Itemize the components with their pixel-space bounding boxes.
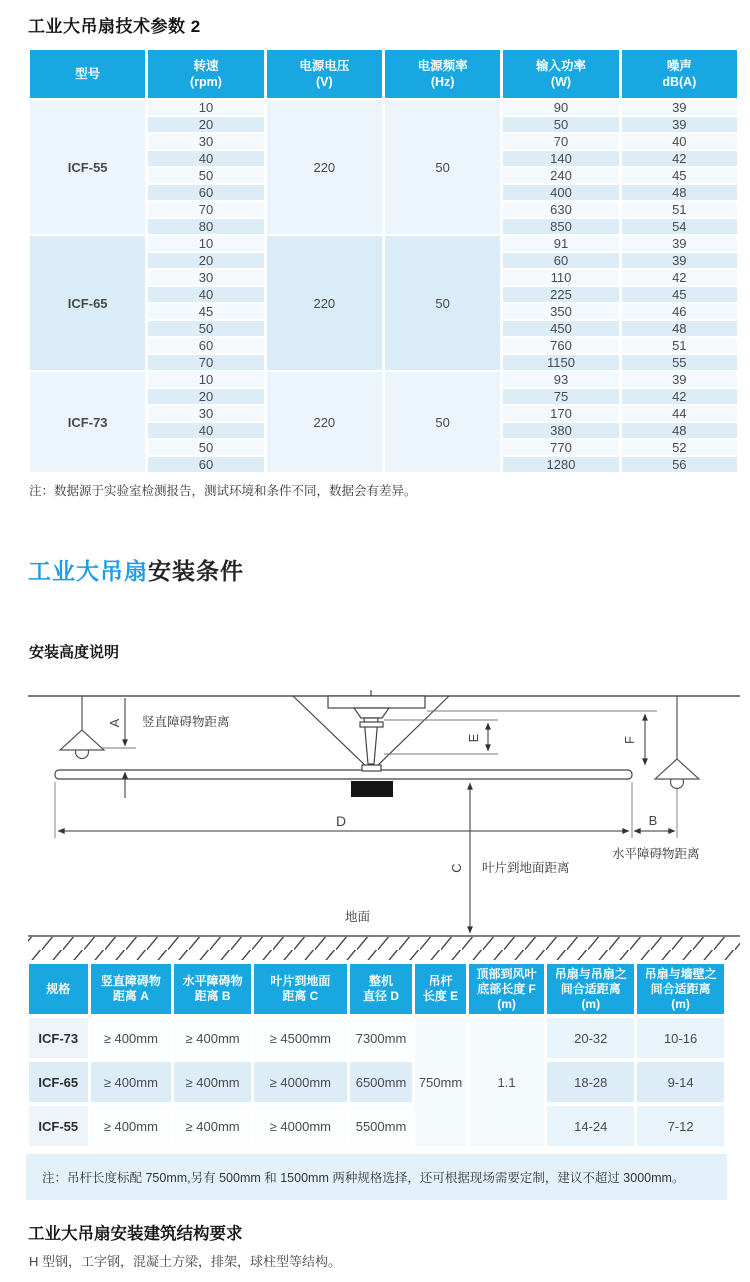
- power-cell: 110: [503, 270, 618, 285]
- right-hanging-lamp-icon: [655, 696, 699, 789]
- top-to-blade-cell: 1.1: [469, 1018, 545, 1146]
- install-section-title-rest: 安装条件: [148, 558, 244, 584]
- vertical-obstacle-label: 竖直障碍物距离: [142, 715, 230, 729]
- power-cell: 760: [503, 338, 618, 353]
- noise-cell: 56: [622, 457, 737, 472]
- rpm-cell: 10: [148, 100, 263, 115]
- dim-a-label: A: [107, 718, 122, 728]
- power-cell: 75: [503, 389, 618, 404]
- install-cond-col-header-7: 吊扇与吊扇之 间合适距离 (m): [547, 964, 634, 1014]
- install-cond-col-header-4: 整机 直径 D: [350, 964, 413, 1014]
- installation-diagram: [0, 686, 750, 960]
- tech-params-table: [27, 48, 740, 474]
- noise-cell: 48: [622, 423, 737, 438]
- rpm-cell: 20: [148, 389, 263, 404]
- tech-params-col-header-2: 电源电压 (V): [267, 50, 382, 98]
- spec-cell: ICF-73: [29, 1018, 88, 1058]
- vert-obstacle-cell: ≥ 400mm: [91, 1018, 172, 1058]
- blade-ground-cell: ≥ 4000mm: [254, 1106, 347, 1146]
- structure-requirements-title: 工业大吊扇安装建筑结构要求: [28, 1225, 243, 1243]
- power-cell: 630: [503, 202, 618, 217]
- horiz-obstacle-cell: ≥ 400mm: [174, 1106, 251, 1146]
- noise-cell: 46: [622, 304, 737, 319]
- fan-blades: [55, 770, 632, 779]
- power-cell: 450: [503, 321, 618, 336]
- frequency-cell: 50: [385, 100, 500, 234]
- power-cell: 850: [503, 219, 618, 234]
- rpm-cell: 30: [148, 270, 263, 285]
- noise-cell: 42: [622, 270, 737, 285]
- install-conditions-table-body: [29, 1018, 724, 1146]
- fan-to-fan-cell: 20-32: [547, 1018, 634, 1058]
- rpm-cell: 30: [148, 134, 263, 149]
- tech-params-table-body: [30, 100, 737, 472]
- noise-cell: 42: [622, 389, 737, 404]
- install-height-heading: 安装高度说明: [29, 644, 120, 661]
- noise-cell: 48: [622, 185, 737, 200]
- noise-cell: 42: [622, 151, 737, 166]
- tech-params-table-header: [30, 50, 737, 98]
- left-hanging-lamp-icon: [60, 696, 104, 759]
- power-cell: 91: [503, 236, 618, 251]
- install-section-title: [28, 553, 750, 586]
- tech-params-col-header-5: 噪声 dB(A): [622, 50, 737, 98]
- spec-document-page: [0, 12, 750, 1270]
- power-cell: 1280: [503, 457, 618, 472]
- noise-cell: 44: [622, 406, 737, 421]
- rpm-cell: 70: [148, 355, 263, 370]
- rpm-cell: 30: [148, 406, 263, 421]
- model-cell: ICF-55: [30, 100, 145, 234]
- tech-params-col-header-0: 型号: [30, 50, 145, 98]
- dim-e-label: E: [466, 733, 481, 743]
- install-cond-row-ICF-73: [29, 1018, 724, 1058]
- noise-cell: 40: [622, 134, 737, 149]
- power-cell: 400: [503, 185, 618, 200]
- horiz-obstacle-cell: ≥ 400mm: [174, 1018, 251, 1058]
- install-conditions-note: 注：吊杆长度标配 750mm,另有 500mm 和 1500mm 两种规格选择，还可根据现场需要定制，建议不超过 3000mm。: [26, 1154, 727, 1200]
- power-cell: 1150: [503, 355, 618, 370]
- voltage-cell: 220: [267, 372, 382, 472]
- noise-cell: 39: [622, 100, 737, 115]
- fan-to-fan-cell: 14-24: [547, 1106, 634, 1146]
- install-cond-col-header-2: 水平障碍物 距离 B: [174, 964, 251, 1014]
- power-cell: 60: [503, 253, 618, 268]
- install-cond-row-ICF-55: [29, 1106, 724, 1146]
- rpm-cell: 50: [148, 168, 263, 183]
- noise-cell: 45: [622, 287, 737, 302]
- rpm-cell: 60: [148, 457, 263, 472]
- power-cell: 770: [503, 440, 618, 455]
- power-cell: 170: [503, 406, 618, 421]
- power-cell: 225: [503, 287, 618, 302]
- tech-params-col-header-3: 电源频率 (Hz): [385, 50, 500, 98]
- power-cell: 350: [503, 304, 618, 319]
- vert-obstacle-cell: ≥ 400mm: [91, 1106, 172, 1146]
- frequency-cell: 50: [385, 372, 500, 472]
- diameter-cell: 5500mm: [350, 1106, 413, 1146]
- spec-cell: ICF-55: [29, 1106, 88, 1146]
- rpm-cell: 20: [148, 117, 263, 132]
- blade-ground-cell: ≥ 4000mm: [254, 1062, 347, 1102]
- page-title: 工业大吊扇技术参数 2: [28, 17, 201, 36]
- install-cond-col-header-5: 吊杆 长度 E: [415, 964, 465, 1014]
- install-cond-col-header-0: 规格: [29, 964, 88, 1014]
- ceiling-fan-drawing: [55, 690, 632, 797]
- noise-cell: 54: [622, 219, 737, 234]
- vert-obstacle-cell: ≥ 400mm: [91, 1062, 172, 1102]
- tech-params-row-ICF-65-10: [30, 236, 737, 251]
- dim-c-label: C: [449, 863, 464, 873]
- power-cell: 93: [503, 372, 618, 387]
- rpm-cell: 80: [148, 219, 263, 234]
- rpm-cell: 10: [148, 372, 263, 387]
- rpm-cell: 40: [148, 151, 263, 166]
- fan-to-wall-cell: 7-12: [637, 1106, 724, 1146]
- rpm-cell: 40: [148, 287, 263, 302]
- model-cell: ICF-65: [30, 236, 145, 370]
- noise-cell: 45: [622, 168, 737, 183]
- rpm-cell: 60: [148, 185, 263, 200]
- power-cell: 240: [503, 168, 618, 183]
- rpm-cell: 45: [148, 304, 263, 319]
- install-section-title-highlight: 工业大吊扇: [28, 558, 148, 584]
- dim-d-label: D: [335, 813, 347, 829]
- install-conditions-table-header: [29, 964, 724, 1014]
- noise-cell: 39: [622, 253, 737, 268]
- voltage-cell: 220: [267, 100, 382, 234]
- spec-cell: ICF-65: [29, 1062, 88, 1102]
- noise-cell: 52: [622, 440, 737, 455]
- rpm-cell: 50: [148, 440, 263, 455]
- structure-requirements-body: H 型钢，工字钢，混凝土方梁，排架，球柱型等结构。: [29, 1254, 342, 1269]
- noise-cell: 51: [622, 338, 737, 353]
- tech-params-row-ICF-55-10: [30, 100, 737, 115]
- blade-ground-cell: ≥ 4500mm: [254, 1018, 347, 1058]
- power-cell: 70: [503, 134, 618, 149]
- voltage-cell: 220: [267, 236, 382, 370]
- tech-params-col-header-4: 输入功率 (W): [503, 50, 618, 98]
- install-cond-col-header-6: 顶部到风叶 底部长度 F (m): [469, 964, 545, 1014]
- power-cell: 380: [503, 423, 618, 438]
- rpm-cell: 40: [148, 423, 263, 438]
- horizontal-obstacle-label: 水平障碍物距离: [612, 847, 700, 861]
- ground-label: 地面: [345, 910, 371, 924]
- rpm-cell: 70: [148, 202, 263, 217]
- rpm-cell: 60: [148, 338, 263, 353]
- noise-cell: 39: [622, 117, 737, 132]
- noise-cell: 39: [622, 236, 737, 251]
- install-cond-row-ICF-65: [29, 1062, 724, 1102]
- diameter-cell: 6500mm: [350, 1062, 413, 1102]
- noise-cell: 39: [622, 372, 737, 387]
- tech-params-col-header-1: 转速 (rpm): [148, 50, 263, 98]
- fan-to-fan-cell: 18-28: [547, 1062, 634, 1102]
- fan-to-wall-cell: 10-16: [637, 1018, 724, 1058]
- fan-motor: [351, 781, 393, 797]
- rpm-cell: 20: [148, 253, 263, 268]
- install-cond-col-header-1: 竖直障碍物 距离 A: [91, 964, 172, 1014]
- install-cond-col-header-3: 叶片到地面 距离 C: [254, 964, 347, 1014]
- model-cell: ICF-73: [30, 372, 145, 472]
- rpm-cell: 10: [148, 236, 263, 251]
- rpm-cell: 50: [148, 321, 263, 336]
- noise-cell: 48: [622, 321, 737, 336]
- tech-params-row-ICF-73-10: [30, 372, 737, 387]
- install-cond-col-header-8: 吊扇与墙壁之 间合适距离 (m): [637, 964, 724, 1014]
- dim-b-label: B: [648, 813, 658, 828]
- blade-to-ground-label: 叶片到地面距离: [482, 861, 570, 875]
- noise-cell: 51: [622, 202, 737, 217]
- dim-f-label: F: [622, 736, 637, 744]
- horiz-obstacle-cell: ≥ 400mm: [174, 1062, 251, 1102]
- power-cell: 90: [503, 100, 618, 115]
- power-cell: 50: [503, 117, 618, 132]
- diameter-cell: 7300mm: [350, 1018, 413, 1058]
- tech-params-note: 注：数据源于实验室检测报告，测试环境和条件不同，数据会有差异。: [29, 484, 417, 498]
- ground-hatch: [28, 937, 740, 960]
- frequency-cell: 50: [385, 236, 500, 370]
- power-cell: 140: [503, 151, 618, 166]
- rod-length-cell: 750mm: [415, 1018, 465, 1146]
- install-conditions-table: [26, 960, 727, 1150]
- noise-cell: 55: [622, 355, 737, 370]
- diagram-annotations: [142, 714, 700, 924]
- fan-to-wall-cell: 9-14: [637, 1062, 724, 1102]
